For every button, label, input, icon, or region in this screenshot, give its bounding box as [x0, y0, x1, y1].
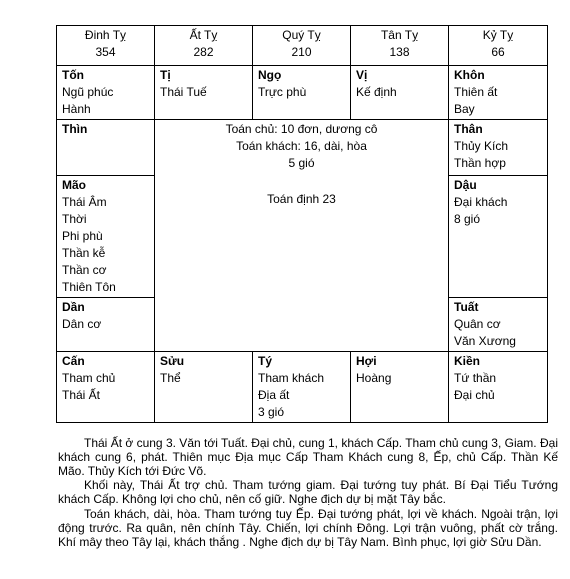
cell-line: Ngũ phúc [62, 85, 114, 99]
center-line: Toán khách: 16, dài, hòa [236, 139, 367, 153]
cell-name: Dần [62, 300, 85, 314]
header-number: 210 [291, 45, 312, 59]
cell-line: Bay [454, 102, 475, 116]
header-name: Ất Tỵ [189, 28, 218, 42]
cell-name: Hợi [356, 354, 377, 368]
cell-ton [57, 66, 155, 120]
cell-line: Hành [62, 102, 91, 116]
cell-line: Hoàng [356, 371, 392, 385]
cell-ngo [253, 66, 351, 120]
header-cell-tan-ty [351, 26, 449, 66]
center-line: 5 gió [288, 156, 315, 170]
cell-hoi [351, 352, 449, 423]
cell-line: Tứ thần [454, 371, 497, 385]
cell-kien [449, 352, 548, 423]
header-cell-dinh-ty [57, 26, 155, 66]
cell-thin [57, 120, 155, 176]
cell-line: Kế định [356, 85, 397, 99]
header-name: Quý Tỵ [282, 28, 321, 42]
cell-than [449, 120, 548, 176]
cell-name: Kiền [454, 354, 481, 368]
paragraph-2 [58, 478, 558, 506]
cell-vi [351, 66, 449, 120]
cell-name: Dậu [454, 178, 477, 192]
cell-line: Thần hợp [454, 156, 506, 170]
header-number: 282 [193, 45, 214, 59]
paragraph-text: Khối này, Thái Ất trợ chủ. Tham tướng giam. Đại tướng tuy phát. Bí Đại Tiểu Tướng khách Cấp. Không lợi cho chủ, nên cố giữ. Nghe địch dự bị mặt Tây bắc. [58, 478, 558, 506]
cell-line: Thủy Kích [454, 139, 509, 153]
cell-line: Thần cơ [62, 263, 107, 277]
cell-name: Ngọ [258, 68, 282, 82]
cell-line: Tham chủ [62, 371, 116, 385]
cell-name: Tý [258, 354, 273, 368]
paragraph-1 [58, 436, 558, 478]
cell-line: Trực phù [258, 85, 307, 99]
cell-tuat [449, 298, 548, 352]
header-number: 66 [491, 45, 505, 59]
cell-khon [449, 66, 548, 120]
header-name: Tân Tỵ [380, 28, 419, 42]
cell-line: Quân cơ [454, 317, 501, 331]
cell-name: Tốn [62, 68, 84, 82]
cell-ti [155, 66, 253, 120]
cell-line: Thể [160, 371, 181, 385]
cell-name: Tị [160, 68, 171, 82]
cell-name: Khôn [454, 68, 485, 82]
cell-line: Địa ất [258, 388, 290, 402]
cell-line: Dân cơ [62, 317, 102, 331]
header-name: Kỷ Tỵ [482, 28, 514, 42]
cell-name: Cấn [62, 354, 85, 368]
center-line: Toán chủ: 10 đơn, dương cô [225, 122, 378, 136]
cell-suu [155, 352, 253, 423]
header-number: 138 [389, 45, 410, 59]
cell-line: Tham khách [258, 371, 325, 385]
cell-ty [253, 352, 351, 423]
cell-line: 8 gió [454, 212, 481, 226]
cell-line: Văn Xương [454, 334, 516, 348]
cell-name: Tuất [454, 300, 479, 314]
header-name: Đinh Tỵ [84, 28, 127, 42]
paragraph-text: Thái Ất ở cung 3. Văn tới Tuất. Đại chủ, cung 1, khách Cấp. Tham chủ cung 3, Giam. Đại khách cung 6, phát. Thiên mục Địa mục Cấp Tham Khách cung 8, Ếp, chủ Cấp. Thần Kế Mão. Thủy Kích tới Đức Võ. [58, 436, 558, 478]
cell-mao [57, 176, 155, 298]
paragraph-text: Toán khách, dài, hòa. Tham tướng tuy Ếp. Đại tướng phát, lợi về khách. Ngoài trận, lợi động trước. Ra quân, nên chính Tây. Chiến, lợi chính Đông. Lợi trận vuông, phất cờ trắng. Khí mây theo Tây lại, khách thắng . Nghe địch dự bị Tây Nam. Bình phục, lợi giờ Sửu Dần. [58, 507, 558, 549]
header-cell-quy-ty [253, 26, 351, 66]
cell-name: Thìn [62, 122, 88, 136]
cell-name: Mão [62, 178, 86, 192]
cell-line: Đại khách [454, 195, 508, 209]
cell-line: Thiên Tôn [62, 280, 116, 294]
cell-line: Thần kễ [62, 246, 106, 260]
cell-line: Thời [62, 212, 87, 226]
cell-line: Đại chủ [454, 388, 495, 402]
cell-dan [57, 298, 155, 352]
cell-name: Thân [454, 122, 483, 136]
cell-line: Thái Tuế [160, 85, 207, 99]
cell-line: Phi phù [62, 229, 103, 243]
cell-name: Vị [356, 68, 368, 82]
center-calculation [155, 120, 449, 352]
palace-grid [56, 25, 548, 423]
cell-line: Thái Ất [62, 388, 101, 402]
cell-line: Thiên ất [454, 85, 498, 99]
header-number: 354 [95, 45, 116, 59]
cell-dau [449, 176, 548, 298]
header-cell-at-ty [155, 26, 253, 66]
cell-name: Sửu [160, 354, 185, 368]
center-line: Toán định 23 [267, 192, 336, 206]
cell-line: Thái Âm [62, 195, 107, 209]
cell-line: 3 gió [258, 405, 285, 419]
cell-can [57, 352, 155, 423]
header-cell-ky-ty [449, 26, 548, 66]
paragraph-3 [58, 507, 558, 549]
